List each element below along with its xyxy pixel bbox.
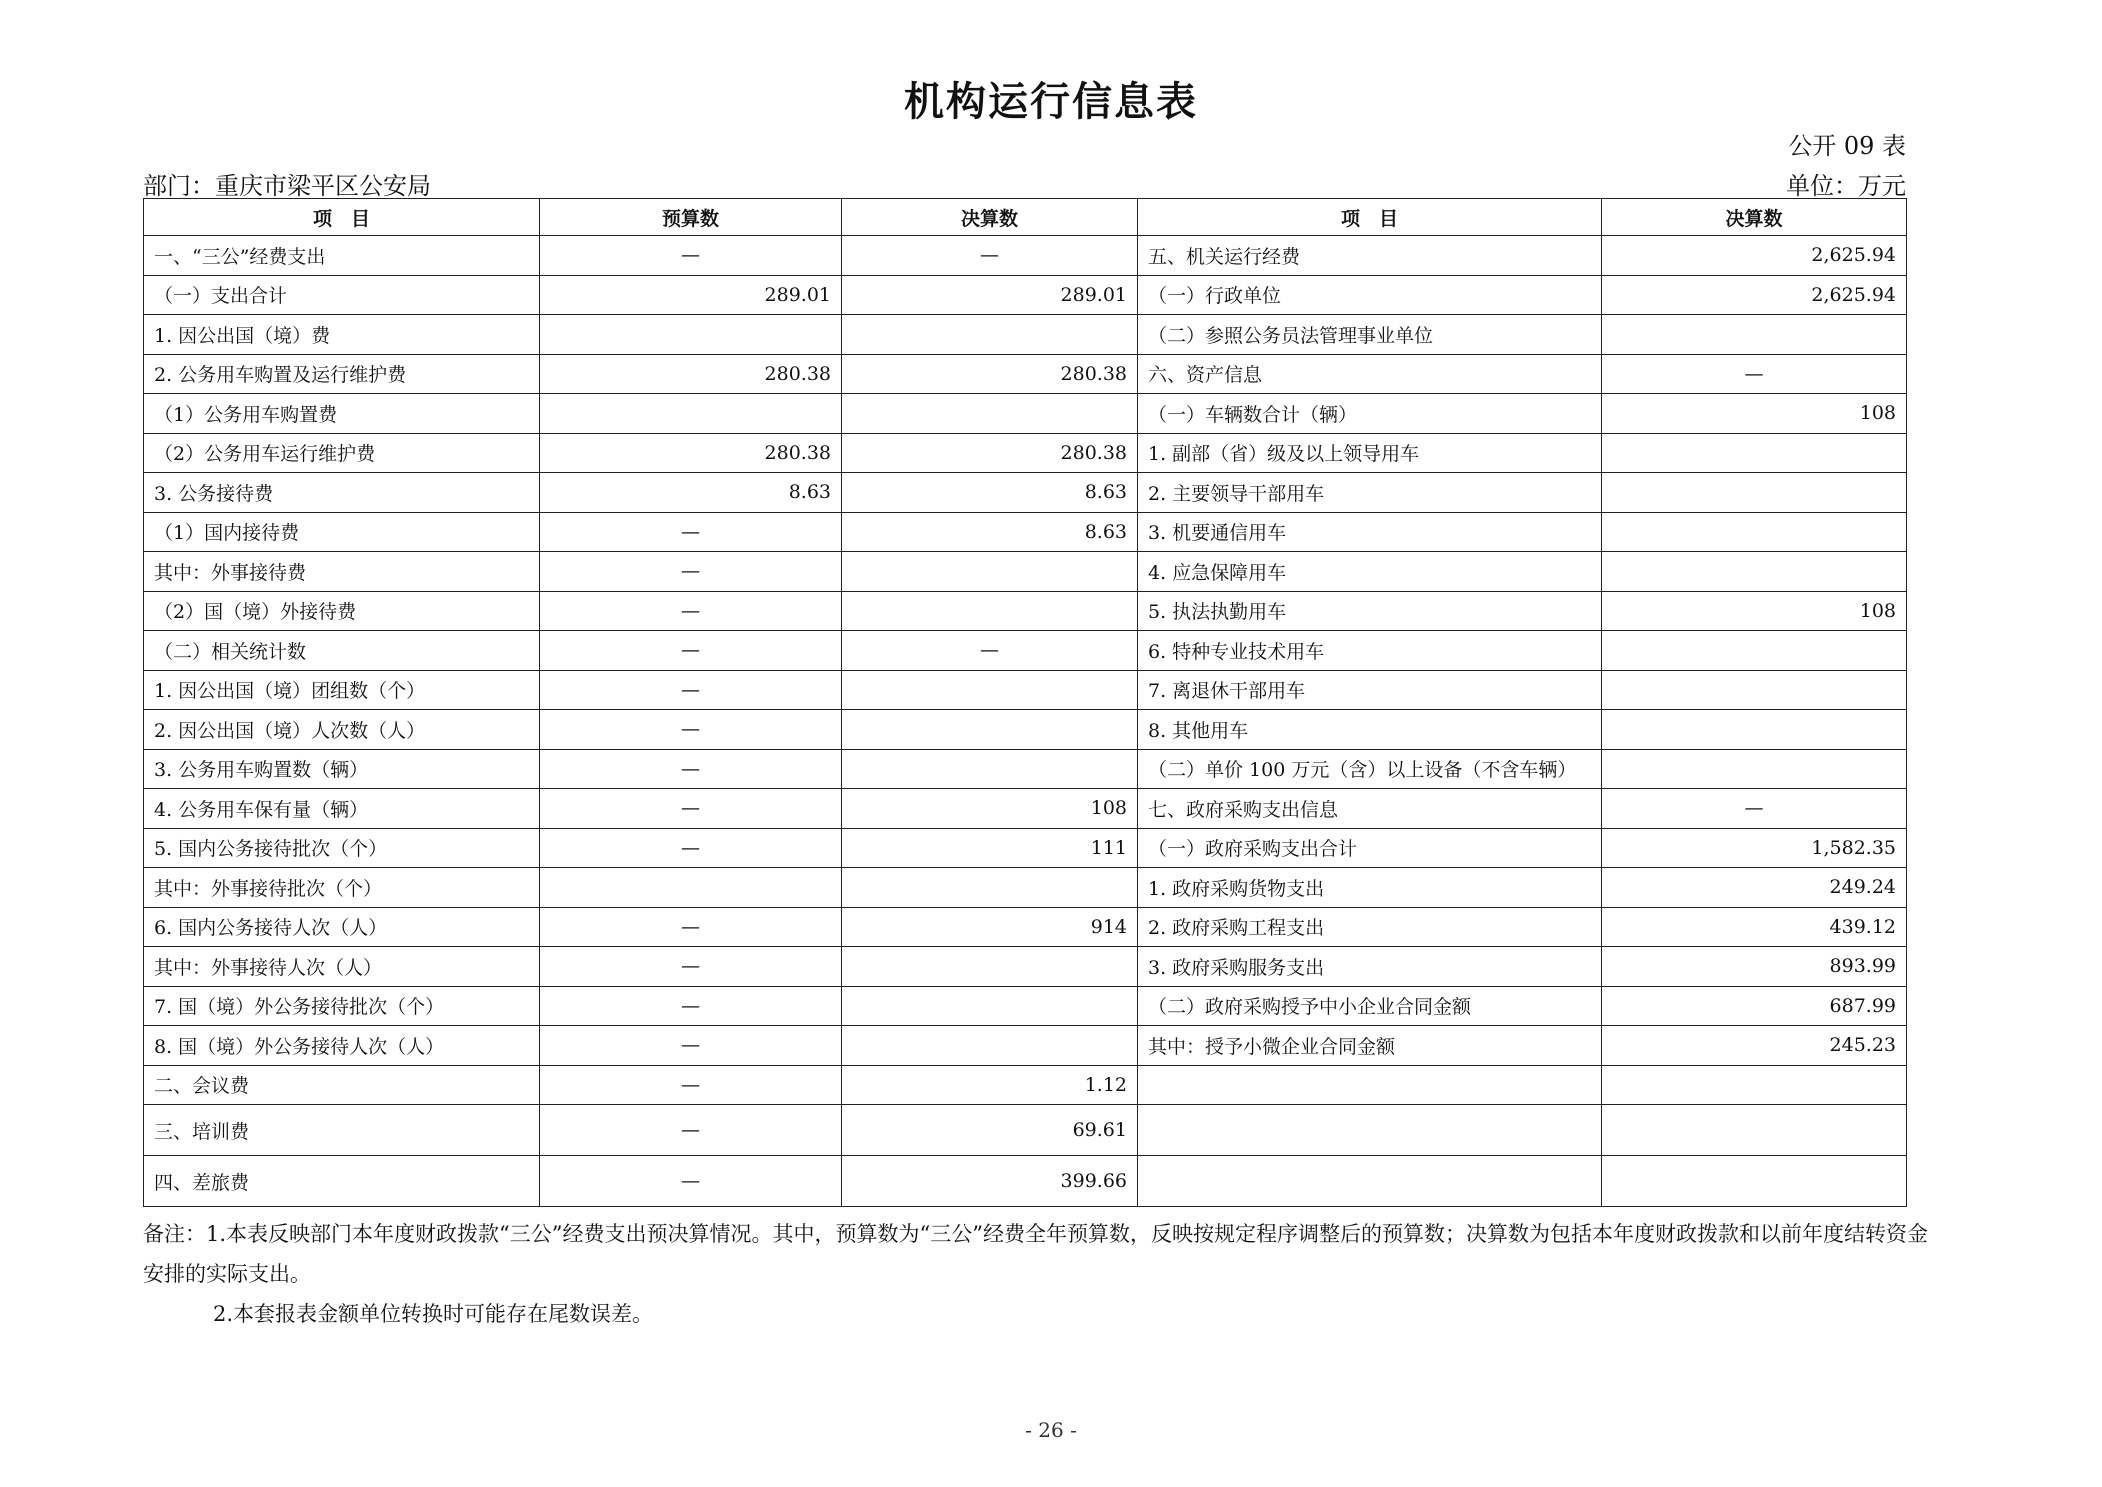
row-item: 4. 公务用车保有量（辆） [144, 789, 540, 829]
note-line-1: 备注：1.本表反映部门本年度财政拨款“三公”经费支出预决算情况。其中，预算数为“三公”经费全年预算数，反映按规定程序调整后的预算数；决算数为包括本年度财政拨款和以前年度结转资金 [143, 1222, 1928, 1246]
table-row [144, 315, 1907, 355]
row-final: 8.63 [842, 473, 1138, 513]
row-item: 其中：外事接待人次（人） [144, 947, 540, 987]
row-final-right: — [1602, 354, 1907, 394]
table-row [144, 631, 1907, 671]
row-item: 3. 公务接待费 [144, 473, 540, 513]
row-final-right [1602, 315, 1907, 355]
row-item: 8. 国（境）外公务接待人次（人） [144, 1026, 540, 1066]
row-budget: — [540, 512, 842, 552]
row-final [842, 394, 1138, 434]
row-item: （1）国内接待费 [144, 512, 540, 552]
note-line-1b: 安排的实际支出。 [143, 1262, 311, 1286]
row-item-right: 8. 其他用车 [1138, 710, 1602, 750]
row-budget: 280.38 [540, 354, 842, 394]
header-item-right: 项 目 [1138, 199, 1602, 236]
row-final-right: 893.99 [1602, 947, 1907, 987]
table-row [144, 1026, 1907, 1066]
row-final: 111 [842, 828, 1138, 868]
row-item: （二）相关统计数 [144, 631, 540, 671]
row-final [842, 710, 1138, 750]
row-item: 5. 国内公务接待批次（个） [144, 828, 540, 868]
row-item-right: 1. 副部（省）级及以上领导用车 [1138, 433, 1602, 473]
row-final [842, 315, 1138, 355]
row-item-right: 3. 机要通信用车 [1138, 512, 1602, 552]
row-item: （1）公务用车购置费 [144, 394, 540, 434]
row-budget: 289.01 [540, 275, 842, 315]
row-final-right: 687.99 [1602, 986, 1907, 1026]
row-budget: — [540, 236, 842, 276]
row-final-right: 439.12 [1602, 907, 1907, 947]
table-row [144, 986, 1907, 1026]
header-final-left: 决算数 [842, 199, 1138, 236]
row-item-right: （一）政府采购支出合计 [1138, 828, 1602, 868]
row-final: 69.61 [842, 1105, 1138, 1156]
table-row [144, 394, 1907, 434]
row-final-right: 1,582.35 [1602, 828, 1907, 868]
table-row [144, 552, 1907, 592]
row-item: 7. 国（境）外公务接待批次（个） [144, 986, 540, 1026]
row-final-right [1602, 1105, 1907, 1156]
row-final [842, 591, 1138, 631]
table-row [144, 907, 1907, 947]
row-final-right [1602, 552, 1907, 592]
table-row [144, 868, 1907, 908]
row-budget: — [540, 1065, 842, 1105]
row-item-right: （二）政府采购授予中小企业合同金额 [1138, 986, 1602, 1026]
row-final [842, 749, 1138, 789]
row-item-right: 五、机关运行经费 [1138, 236, 1602, 276]
row-final: — [842, 631, 1138, 671]
table-row [144, 749, 1907, 789]
row-item-right: 7. 离退休干部用车 [1138, 670, 1602, 710]
table-row [144, 512, 1907, 552]
row-item: 2. 公务用车购置及运行维护费 [144, 354, 540, 394]
row-budget [540, 868, 842, 908]
row-budget: — [540, 710, 842, 750]
row-final [842, 868, 1138, 908]
page-title: 机构运行信息表 [904, 78, 1198, 125]
unit-label: 单位：万元 [1786, 172, 1906, 200]
row-final-right: 2,625.94 [1602, 236, 1907, 276]
row-item-right: 4. 应急保障用车 [1138, 552, 1602, 592]
row-final: 108 [842, 789, 1138, 829]
row-item: 二、会议费 [144, 1065, 540, 1105]
row-final-right: 249.24 [1602, 868, 1907, 908]
row-item-right: （二）参照公务员法管理事业单位 [1138, 315, 1602, 355]
row-final: 280.38 [842, 354, 1138, 394]
table-code: 公开 09 表 [1788, 132, 1906, 160]
row-final: 280.38 [842, 433, 1138, 473]
row-item: 一、“三公”经费支出 [144, 236, 540, 276]
row-item: （一）支出合计 [144, 275, 540, 315]
row-budget [540, 394, 842, 434]
row-final-right: 108 [1602, 591, 1907, 631]
header-item-left: 项 目 [144, 199, 540, 236]
info-table [143, 198, 1907, 1207]
row-final: 1.12 [842, 1065, 1138, 1105]
row-final: 8.63 [842, 512, 1138, 552]
row-budget: — [540, 907, 842, 947]
row-item-right: 3. 政府采购服务支出 [1138, 947, 1602, 987]
row-budget: — [540, 749, 842, 789]
row-item-right [1138, 1065, 1602, 1105]
row-budget: 280.38 [540, 433, 842, 473]
table-row [144, 1156, 1907, 1207]
row-budget: — [540, 828, 842, 868]
row-budget: — [540, 591, 842, 631]
row-item-right: （一）车辆数合计（辆） [1138, 394, 1602, 434]
row-item-right: 其中：授予小微企业合同金额 [1138, 1026, 1602, 1066]
row-budget: — [540, 1156, 842, 1207]
row-item: 6. 国内公务接待人次（人） [144, 907, 540, 947]
row-item: 1. 因公出国（境）费 [144, 315, 540, 355]
row-final-right: 2,625.94 [1602, 275, 1907, 315]
row-budget: — [540, 1105, 842, 1156]
row-item-right: 6. 特种专业技术用车 [1138, 631, 1602, 671]
page-number: - 26 - [1025, 1418, 1077, 1442]
row-item-right: 5. 执法执勤用车 [1138, 591, 1602, 631]
row-final-right [1602, 710, 1907, 750]
row-final-right [1602, 512, 1907, 552]
row-final [842, 1026, 1138, 1066]
table-row [144, 354, 1907, 394]
table-row [144, 591, 1907, 631]
row-final: — [842, 236, 1138, 276]
table-row [144, 670, 1907, 710]
row-item: 四、差旅费 [144, 1156, 540, 1207]
row-final-right [1602, 631, 1907, 671]
row-item: （2）国（境）外接待费 [144, 591, 540, 631]
row-item-right: 七、政府采购支出信息 [1138, 789, 1602, 829]
table-row [144, 947, 1907, 987]
row-item: （2）公务用车运行维护费 [144, 433, 540, 473]
row-item-right: 六、资产信息 [1138, 354, 1602, 394]
row-budget: — [540, 631, 842, 671]
row-item-right: （二）单价 100 万元（含）以上设备（不含车辆） [1138, 749, 1602, 789]
row-item-right: 2. 主要领导干部用车 [1138, 473, 1602, 513]
row-final: 914 [842, 907, 1138, 947]
row-final-right [1602, 670, 1907, 710]
row-item: 三、培训费 [144, 1105, 540, 1156]
row-item-right: （一）行政单位 [1138, 275, 1602, 315]
row-budget: — [540, 1026, 842, 1066]
row-item-right [1138, 1156, 1602, 1207]
row-final [842, 986, 1138, 1026]
row-final [842, 947, 1138, 987]
row-item: 其中：外事接待费 [144, 552, 540, 592]
row-item: 其中：外事接待批次（个） [144, 868, 540, 908]
row-item: 2. 因公出国（境）人次数（人） [144, 710, 540, 750]
table-row [144, 789, 1907, 829]
row-final-right: 245.23 [1602, 1026, 1907, 1066]
row-final: 289.01 [842, 275, 1138, 315]
table-header-row [144, 199, 1907, 236]
row-final-right [1602, 1156, 1907, 1207]
row-item: 3. 公务用车购置数（辆） [144, 749, 540, 789]
row-budget [540, 315, 842, 355]
row-item-right: 2. 政府采购工程支出 [1138, 907, 1602, 947]
row-budget: 8.63 [540, 473, 842, 513]
table-row [144, 236, 1907, 276]
row-budget: — [540, 670, 842, 710]
table-row [144, 828, 1907, 868]
table-row [144, 1105, 1907, 1156]
row-final-right [1602, 433, 1907, 473]
row-budget: — [540, 947, 842, 987]
row-budget: — [540, 986, 842, 1026]
header-final-right: 决算数 [1602, 199, 1907, 236]
row-final-right [1602, 1065, 1907, 1105]
row-final: 399.66 [842, 1156, 1138, 1207]
row-item: 1. 因公出国（境）团组数（个） [144, 670, 540, 710]
table-row [144, 473, 1907, 513]
row-budget: — [540, 789, 842, 829]
row-final-right [1602, 473, 1907, 513]
table-row [144, 710, 1907, 750]
notes [143, 1214, 2043, 1334]
row-final [842, 552, 1138, 592]
row-item-right [1138, 1105, 1602, 1156]
department-label: 部门：重庆市梁平区公安局 [143, 172, 431, 200]
note-line-2: 2.本套报表金额单位转换时可能存在尾数误差。 [213, 1302, 654, 1326]
table-row [144, 275, 1907, 315]
row-final-right: — [1602, 789, 1907, 829]
row-final-right [1602, 749, 1907, 789]
row-final [842, 670, 1138, 710]
header-budget: 预算数 [540, 199, 842, 236]
row-item-right: 1. 政府采购货物支出 [1138, 868, 1602, 908]
row-final-right: 108 [1602, 394, 1907, 434]
table-row [144, 1065, 1907, 1105]
row-budget: — [540, 552, 842, 592]
table-row [144, 433, 1907, 473]
